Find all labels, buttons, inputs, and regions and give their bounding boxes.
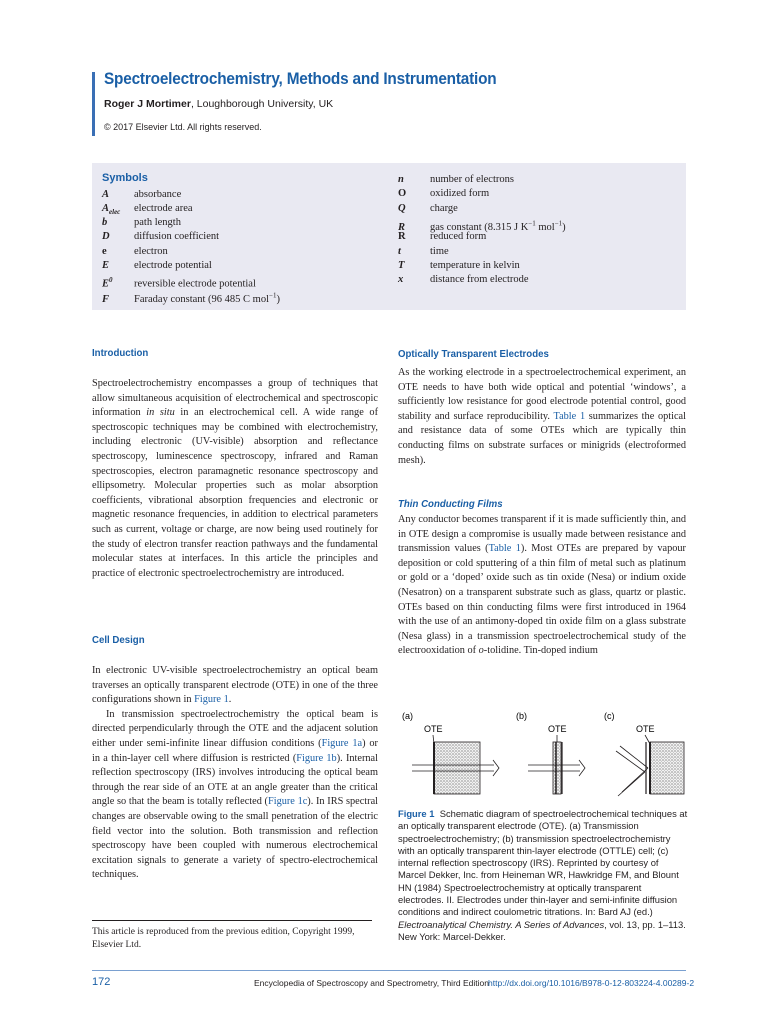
article-title: Spectroelectrochemistry, Methods and Instrumentation xyxy=(104,70,497,88)
symbol-desc: temperature in kelvin xyxy=(430,260,520,271)
paragraph: Spectroelectrochemistry encompasses a group of techniques that allow simultaneous acquisition of electrochemical and spectroscopic information in situ in an electrochemical cell. A wide range of spectroscopic techniques may be combined with electrochemistry, including electronic (UV-visible) absorption and reflectance spectroscopy, luminescence spectroscopy, infrared and Raman spectroscopies, electron paramagnetic resonance spectroscopy and ellipsometry. Molecular properties such as molar absorption coefficients, vibrational absorption frequencies and electronic or magnetic resonance frequencies, in addition to electrical parameters such as current, voltage or charge, are now being used routinely for the study of electron transfer reaction pathways and the fundamental molecular states at interfaces. In this article the principles and practice of electronic spectroelectrochemistry are introduced. xyxy=(92,378,378,579)
panel-c-label: (c) xyxy=(604,711,615,721)
symbol: $A_{elec}$ xyxy=(102,203,121,217)
symbol-row xyxy=(102,230,219,244)
symbol-row xyxy=(398,230,486,244)
panel-a-ote-label: OTE xyxy=(424,724,443,734)
symbol: Q xyxy=(398,203,406,214)
caption-label: Figure 1 xyxy=(398,808,435,819)
symbol-desc: time xyxy=(430,246,449,257)
symbol: E xyxy=(102,260,110,271)
byline xyxy=(104,98,333,110)
symbol-row xyxy=(102,216,181,230)
panel-b-ote-label: OTE xyxy=(548,724,567,734)
page-number: 172 xyxy=(92,976,111,988)
symbols-heading: Symbols xyxy=(102,172,148,184)
subsection-heading-thin-films: Thin Conducting Films xyxy=(398,498,503,510)
symbol-row xyxy=(398,187,489,201)
symbol-row xyxy=(398,273,529,287)
symbol-desc: number of electrons xyxy=(430,174,514,185)
section-heading-cell-design: Cell Design xyxy=(92,634,145,646)
symbol-row xyxy=(398,202,458,216)
solution-region-a xyxy=(434,742,480,794)
thin-layer-cell-b xyxy=(553,742,561,794)
solution-region-c xyxy=(650,742,684,794)
introduction-body xyxy=(92,377,378,581)
symbol: $E^0$ xyxy=(102,276,113,290)
symbol-desc: reduced form xyxy=(430,231,487,242)
symbol-desc: charge xyxy=(430,203,458,214)
symbol: x xyxy=(398,274,404,285)
symbol: T xyxy=(398,260,405,271)
symbol-desc: electrode potential xyxy=(134,260,212,271)
table-link[interactable]: Table 1 xyxy=(553,410,586,422)
copyright-notice: © 2017 Elsevier Ltd. All rights reserved. xyxy=(104,122,262,132)
symbol-row xyxy=(102,245,168,259)
thin-films-body xyxy=(398,513,686,659)
paragraph: Any conductor becomes transparent if it is made sufficiently thin, and in OTE design a compromise is usually made between resistance and transmission values (Table 1). Most OTEs are prepared by vapour deposition or cold sputtering of a thin film of metal such as platinum or gold or a ‘doped’ oxide such as tin oxide (Nesa) or indium oxide (Nesatron) on a transparent substrate such as glass, quartz or plastic. OTEs based on thin conducting films were first introduced in 1964 with the use of an antimony-doped tin oxide film on a glass substrate (Nesa glass) in a transmission spectroelectrochemical study of the electrooxidation of o-tolidine. Tin-doped indium xyxy=(398,514,686,657)
symbol-desc: path length xyxy=(134,217,181,228)
symbol-desc: reversible electrode potential xyxy=(134,278,256,290)
symbol-desc: diffusion coefficient xyxy=(134,231,220,242)
symbol-desc: gas constant (8.315 J $K^{-1}$ mol$^{-1}$) xyxy=(430,219,566,233)
paragraph: In transmission spectroelectrochemistry the optical beam is directed perpendicularly through the OTE and the adjacent solution either under semi-infinite linear diffusion conditions (Figure 1a) or in a thin-layer cell where diffusion is restricted (Figure 1b). Internal reflection spectroscopy (IRS) involves introducing the optical beam through the rear side of an OTE at an angle greater than the critical angle so that the beam is totally reflected (Figure 1c). In IRS spectral changes are observable owing to the small penetration of the electric field vector into the solution. Both transmission and reflection spectroscopy have been coupled with numerous electrochemical excitation signals to generate a variety of spectro-electrochemical techniques. xyxy=(92,708,379,881)
symbol-row xyxy=(102,288,280,307)
figure-link[interactable]: Figure 1a xyxy=(321,737,363,749)
symbol-row xyxy=(398,259,520,273)
journal-name: Encyclopedia of Spectroscopy and Spectrometry, Third Edition xyxy=(254,978,489,988)
panel-c-ote-label: OTE xyxy=(636,724,655,734)
section-heading-introduction: Introduction xyxy=(92,347,149,359)
symbol-row xyxy=(102,259,212,273)
symbol: b xyxy=(102,217,108,228)
symbol-row xyxy=(398,245,449,259)
symbol: t xyxy=(398,246,401,257)
symbol: O xyxy=(398,188,407,199)
author-name: Roger J Mortimer xyxy=(104,98,191,110)
title-accent-bar xyxy=(92,72,95,136)
symbol: D xyxy=(102,231,110,242)
symbol-desc: oxidized form xyxy=(430,188,490,199)
reflected-beam-c xyxy=(616,746,648,796)
paragraph: In electronic UV-visible spectroelectrochemistry an optical beam traverses an optically transparent electrode (OTE) in one of the three configurations shown in Figure 1. xyxy=(92,665,378,706)
symbol: F xyxy=(102,293,110,305)
symbol: R xyxy=(398,231,406,242)
symbol-desc: distance from electrode xyxy=(430,274,529,285)
footnote: This article is reproduced from the previous edition, Copyright 1999, Elsevier Ltd. xyxy=(92,927,355,950)
symbol: e xyxy=(102,246,107,257)
symbol: R xyxy=(398,221,406,233)
symbol-desc: electron xyxy=(134,246,168,257)
symbol-desc: electrode area xyxy=(134,203,193,214)
symbol: A xyxy=(102,189,110,200)
cell-design-body xyxy=(92,664,378,883)
section-heading-ote: Optically Transparent Electrodes xyxy=(398,348,549,360)
panel-b-label: (b) xyxy=(516,711,527,721)
ote-body xyxy=(398,366,686,468)
footnote-rule xyxy=(92,920,372,921)
symbol-desc: absorbance xyxy=(134,189,182,200)
symbol-row xyxy=(102,188,181,202)
table-link[interactable]: Table 1 xyxy=(488,543,521,555)
figure-link[interactable]: Figure 1 xyxy=(194,694,229,706)
footer-rule xyxy=(92,970,686,971)
figure-link[interactable]: Figure 1c xyxy=(267,796,308,808)
paragraph: As the working electrode in a spectroelectrochemical experiment, an OTE needs to have both wide optical and potential ‘windows’, a sufficiently low resistance for good electrode potential control, good stability and surface reproducibility. Table 1 summarizes the optical and resistance data of some OTEs which are typically thin conducting films on substrate surfaces or minigrids (electroformed mesh). xyxy=(398,367,686,466)
symbol: n xyxy=(398,174,404,185)
panel-a-label: (a) xyxy=(402,711,413,721)
symbol-row xyxy=(398,173,514,187)
author-affiliation: , Loughborough University, UK xyxy=(190,98,334,110)
figure-1-caption: Figure 1 Schematic diagram of spectroelectrochemical techniques at an optically transparent electrode (OTE). (a) Transmission spectroelectrochemistry; (b) transmission spectroelectrochemistry with an optically transparent thin-layer electrode (OTTLE) cell; (c) internal reflection spectroscopy (IRS). Reprinted by courtesy of Marcel Dekker, Inc. from Heineman WR, Hawkridge FM, and Blount HN (1984) Spectroelectrochemistry at optically transparent electrodes. II. Electrodes under thin-layer and semi-infinite diffusion conditions and indirect coulometric titrations. In: Bard AJ (ed.) Electroanalytical Chemistry. A Series of Advances, vol. 13, pp. 1–113. New York: Marcel-Dekker. xyxy=(398,808,688,942)
doi-link[interactable]: http://dx.doi.org/10.1016/B978-0-12-803224-4.00289-2 xyxy=(488,978,695,988)
symbol-desc: Faraday constant (96 485 C mol$^{-1}$) xyxy=(134,291,280,305)
figure-link[interactable]: Figure 1b xyxy=(296,752,337,764)
figure-1-schematic xyxy=(398,708,688,803)
